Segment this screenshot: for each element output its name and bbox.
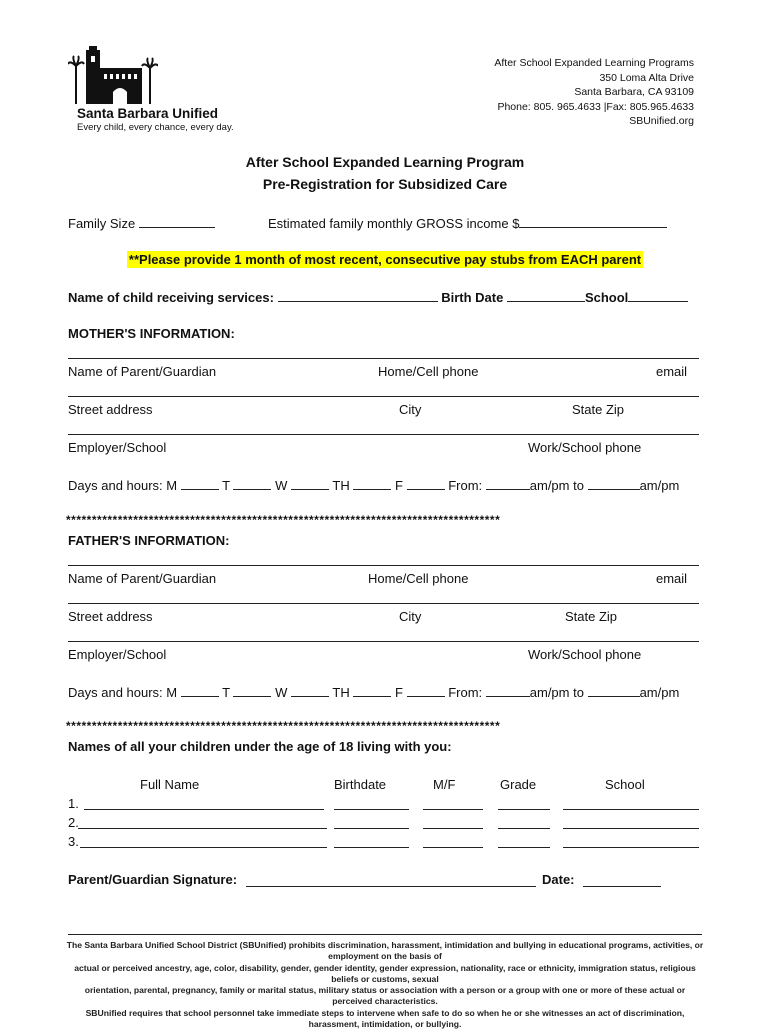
father-street-label: Street address bbox=[68, 609, 153, 624]
child-name-label: Name of child receiving services: bbox=[68, 290, 274, 305]
child-1-name-line[interactable] bbox=[84, 809, 324, 810]
mother-days-hours[interactable]: Days and hours: M T W TH F From: am/pm to am/pm bbox=[68, 478, 680, 493]
paystub-notice bbox=[0, 251, 770, 269]
child-1-mf-line[interactable] bbox=[423, 809, 483, 810]
child-1-birth-line[interactable] bbox=[334, 809, 409, 810]
district-logo bbox=[68, 46, 234, 136]
child-3-birth-line[interactable] bbox=[334, 847, 409, 848]
child-row-2-num: 2. bbox=[68, 815, 79, 830]
child-row-3-num: 3. bbox=[68, 834, 79, 849]
signature-label: Parent/Guardian Signature: bbox=[68, 872, 238, 887]
paystub-notice-text: **Please provide 1 month of most recent, consecutive pay stubs from EACH parent bbox=[128, 252, 642, 267]
org-tagline: Every child, every chance, every day. bbox=[77, 122, 234, 133]
building-logo-icon bbox=[68, 46, 158, 104]
child-info-row[interactable] bbox=[68, 289, 688, 305]
program-header bbox=[494, 56, 694, 129]
father-line-1[interactable] bbox=[68, 565, 699, 566]
income-label: Estimated family monthly GROSS income $ bbox=[268, 216, 520, 231]
mother-street-label: Street address bbox=[68, 402, 153, 417]
father-phone-label: Home/Cell phone bbox=[368, 571, 469, 586]
col-grade: Grade bbox=[500, 777, 537, 792]
father-line-2[interactable] bbox=[68, 603, 699, 604]
header-web: SBUnified.org bbox=[629, 115, 694, 127]
header-address2: Santa Barbara, CA 93109 bbox=[574, 86, 694, 98]
mother-name-label: Name of Parent/Guardian bbox=[68, 364, 217, 379]
header-address1: 350 Loma Alta Drive bbox=[599, 71, 694, 84]
col-full-name: Full Name bbox=[140, 777, 200, 792]
child-2-name-line[interactable] bbox=[78, 828, 327, 829]
mother-state-zip-label: State Zip bbox=[572, 402, 625, 417]
footer-line-2: actual or perceived ancestry, age, color, disability, gender, gender identity, gender expression, nationality, race or ethnicity, immigration status, religious beliefs or customs, sexual bbox=[74, 962, 696, 984]
birth-date-label: Birth Date bbox=[441, 290, 504, 305]
date-label: Date: bbox=[542, 872, 575, 887]
mother-city-label: City bbox=[399, 402, 422, 417]
mother-line-2[interactable] bbox=[68, 396, 699, 397]
father-email-label: email bbox=[656, 571, 688, 586]
father-work-phone-label: Work/School phone bbox=[528, 647, 642, 662]
child-3-name-line[interactable] bbox=[80, 847, 327, 848]
nondiscrimination-notice bbox=[64, 940, 706, 1030]
child-2-grade-line[interactable] bbox=[498, 828, 550, 829]
header-program: After School Expanded Learning Programs bbox=[494, 57, 694, 69]
section-separator-1: ************************************************************************************ bbox=[66, 513, 501, 527]
section-separator-2: ************************************************************************************ bbox=[66, 719, 501, 733]
mother-heading: MOTHER'S INFORMATION: bbox=[68, 326, 235, 341]
family-size-field[interactable] bbox=[68, 215, 215, 231]
header-phone: Phone: 805. 965.4633 |Fax: 805.965.4633 bbox=[497, 100, 694, 113]
form-title: After School Expanded Learning Program bbox=[245, 154, 525, 170]
footer-divider bbox=[68, 934, 702, 935]
mother-email-label: email bbox=[656, 364, 688, 379]
father-employer-label: Employer/School bbox=[68, 647, 167, 662]
father-line-3[interactable] bbox=[68, 641, 699, 642]
date-line[interactable] bbox=[583, 886, 661, 887]
mother-phone-label: Home/Cell phone bbox=[378, 364, 479, 379]
signature-line[interactable] bbox=[246, 886, 536, 887]
family-size-label: Family Size bbox=[68, 216, 136, 231]
child-row-1-num: 1. bbox=[68, 796, 79, 811]
col-mf: M/F bbox=[433, 777, 456, 792]
child-3-school-line[interactable] bbox=[563, 847, 699, 848]
mother-line-3[interactable] bbox=[68, 434, 699, 435]
school-label: School bbox=[584, 290, 629, 305]
col-school: School bbox=[605, 777, 645, 792]
child-1-grade-line[interactable] bbox=[498, 809, 550, 810]
footer-line-4: SBUnified requires that school personnel take immediate steps to intervene when safe to do so when he or she witnesses an act of discrimination, harassment, intimidation, or bullying. bbox=[85, 1007, 685, 1030]
father-state-zip-label: State Zip bbox=[565, 609, 618, 624]
father-days-hours[interactable]: Days and hours: M T W TH F From: am/pm to am/pm bbox=[68, 685, 680, 700]
mother-line-1[interactable] bbox=[68, 358, 699, 359]
child-2-birth-line[interactable] bbox=[334, 828, 409, 829]
child-2-mf-line[interactable] bbox=[423, 828, 483, 829]
father-heading: FATHER'S INFORMATION: bbox=[68, 533, 230, 548]
father-name-label: Name of Parent/Guardian bbox=[68, 571, 217, 586]
footer-line-3: orientation, parental, pregnancy, family or marital status, military status or association with a person or a group with one or more of these actual or perceived characteristics. bbox=[84, 985, 686, 1007]
child-3-grade-line[interactable] bbox=[498, 847, 550, 848]
child-1-school-line[interactable] bbox=[563, 809, 699, 810]
father-city-label: City bbox=[399, 609, 422, 624]
form-subtitle: Pre-Registration for Subsidized Care bbox=[262, 176, 508, 192]
income-field[interactable] bbox=[268, 215, 667, 231]
col-birthdate: Birthdate bbox=[334, 777, 387, 792]
mother-employer-label: Employer/School bbox=[68, 440, 167, 455]
child-3-mf-line[interactable] bbox=[423, 847, 483, 848]
children-heading: Names of all your children under the age of 18 living with you: bbox=[68, 739, 452, 754]
child-2-school-line[interactable] bbox=[563, 828, 699, 829]
mother-work-phone-label: Work/School phone bbox=[528, 440, 642, 455]
org-name: Santa Barbara Unified bbox=[77, 106, 219, 121]
footer-line-1: The Santa Barbara Unified School District (SBUnified) prohibits discrimination, harassment, intimidation and bullying in educational programs, activities, or employment on the basis of bbox=[66, 940, 704, 962]
